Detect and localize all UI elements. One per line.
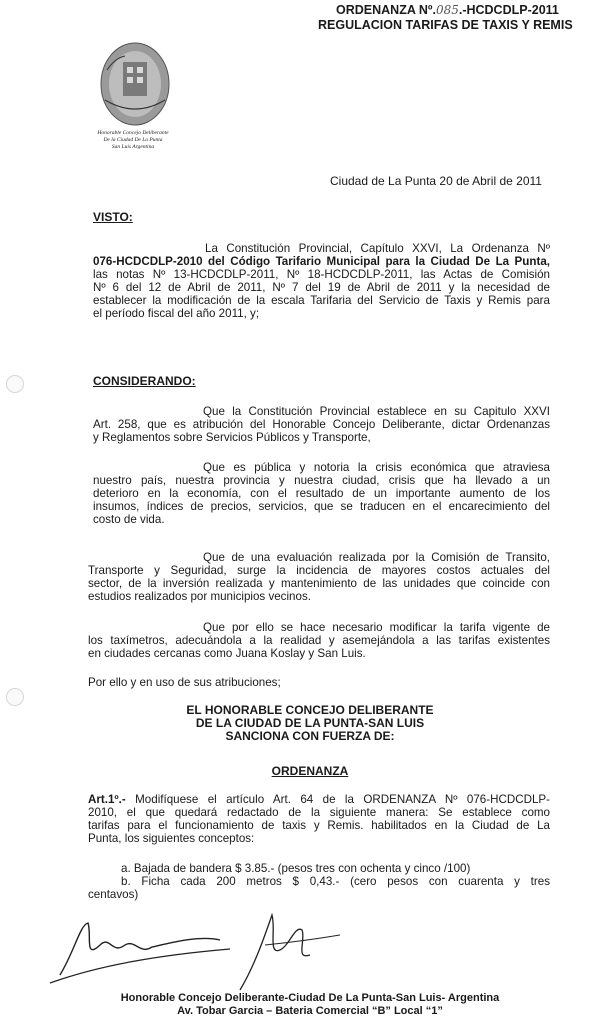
- seal-emblem-icon: [95, 40, 175, 130]
- punch-hole: [6, 688, 24, 706]
- item-a: a. Bajada de bandera $ 3.85.- (pesos tres con ochenta y cinco /100): [121, 862, 471, 875]
- article-label: Art.1º.-: [88, 793, 126, 806]
- text-line: Nº 6 del 12 de Abril de 2011, Nº 7 del 19 de Abril de 2011 y la necesidad de: [93, 281, 550, 294]
- visto-body: [93, 242, 550, 320]
- text-line: costo de vida.: [93, 513, 165, 526]
- text-line: insumos, índices de precios, servicios, que se traducen en el encarecimiento del: [93, 500, 550, 513]
- ordinance-suffix: .-HCDCDLP-2011: [458, 3, 559, 17]
- ordenanza-heading: ORDENANZA: [271, 764, 349, 778]
- considerando-paragraph-2: [93, 461, 550, 526]
- footer-line-1: Honorable Concejo Deliberante-Ciudad De La Punta-San Luis- Argentina: [120, 992, 500, 1004]
- text-line: los taxímetros, adecuándola a la realidad y asemejándola a las tarifas existentes: [88, 634, 550, 647]
- seal-caption-line: San Luis Argentina: [111, 144, 155, 150]
- text-line: Que de una evaluación realizada por la Comisión de Transito,: [203, 551, 550, 564]
- text-line: las notas Nº 13-HCDCDLP-2011, Nº 18-HCDCDLP-2011, las Actas de Comisión: [93, 268, 550, 281]
- seal-caption: [78, 130, 188, 151]
- text-line: y Reglamentos sobre Servicios Públicos y Transporte,: [93, 431, 371, 444]
- text-line: Punta, los siguientes conceptos:: [88, 832, 255, 845]
- text-line: 076-HCDCDLP-2010 del Código Tarifario Municipal para la Ciudad De La Punta,: [93, 255, 550, 268]
- considerando-heading: CONSIDERANDO:: [93, 374, 196, 388]
- article-1: [88, 793, 550, 845]
- signatures: [40, 905, 380, 995]
- sanciona-line: DE LA CIUDAD DE LA PUNTA-SAN LUIS: [195, 716, 425, 730]
- ordinance-number: [336, 3, 559, 18]
- footer-line-2: Av. Tobar Garcia – Bateria Comercial “B” Local “1”: [177, 1005, 443, 1017]
- text-line: en ciudades cercanas como Juana Koslay y San Luis.: [88, 647, 366, 660]
- item-b: b. Ficha cada 200 metros $ 0,43.- (cero pesos con cuarenta y tres: [121, 875, 550, 888]
- considerando-paragraph-3: [88, 551, 550, 603]
- visto-heading: VISTO:: [93, 210, 133, 224]
- text-line: Que es pública y notoria la crisis económica que atraviesa: [203, 461, 550, 474]
- seal-caption-line: Honorable Concejo Deliberante: [97, 130, 169, 136]
- text-line: estudios realizados por municipios vecinos.: [88, 590, 311, 603]
- ordinance-subject: REGULACION TARIFAS DE TAXIS Y REMIS: [318, 18, 573, 32]
- considerando-closing: Por ello y en uso de sus atribuciones;: [88, 676, 281, 689]
- ordinance-prefix: ORDENANZA Nº.: [336, 3, 436, 17]
- seal-caption-line: De la Ciudad De La Punta: [103, 137, 163, 143]
- sanciona-line: SANCIONA CON FUERZA DE:: [225, 729, 395, 743]
- text-line: Art. 258, que es atribución del Honorable Concejo Deliberante, dictar Ordenanzas: [93, 418, 550, 431]
- text-line: Transporte y Seguridad, surge la incidencia de mayores costos actuales del: [88, 564, 550, 577]
- signature-left: [60, 923, 220, 975]
- text-line: establecer la modificación de la escala Tarifaria del Servicio de Taxis y Remis para: [93, 294, 550, 307]
- council-seal: [95, 40, 175, 130]
- text-line: sector, de la inversión realizada y mantenimiento de las unidades que coincide con: [88, 577, 550, 590]
- footer: [60, 992, 560, 1018]
- article-text: Modifíquese el artículo Art. 64 de la ORDENANZA Nº 076-HCDCDLP-: [135, 793, 550, 806]
- sanciona-block: [160, 704, 460, 743]
- text-line: deterioro en la economía, con el resultado de un importante aumento de los: [93, 487, 550, 500]
- item-b-continuation: centavos): [88, 888, 139, 901]
- text-line: el período fiscal del año 2011, y;: [93, 307, 260, 320]
- text-line: tarifas para el funcionamiento de taxis y Remis. habilitados en la Ciudad de La: [88, 819, 550, 832]
- date-line: Ciudad de La Punta 20 de Abril de 2011: [330, 174, 542, 188]
- punch-hole: [6, 375, 24, 393]
- text-line: Que por ello se hace necesario modificar la tarifa vigente de: [203, 621, 550, 634]
- text-line: Que la Constitución Provincial establece en su Capitulo XXVI: [203, 405, 550, 418]
- text-line: 2010, el que quedará redactado de la siguiente manera: Se establece como: [88, 806, 550, 819]
- considerando-paragraph-4: [88, 621, 550, 660]
- signature-left-underline: [50, 949, 230, 983]
- ordinance-handwritten-number: 085: [435, 3, 459, 17]
- signature-right: [240, 915, 310, 990]
- considerando-paragraph-1: [93, 405, 550, 444]
- article-1-items: [88, 862, 550, 901]
- text-line: [88, 793, 550, 806]
- text-line: La Constitución Provincial, Capítulo XXVI, La Ordenanza Nº: [205, 242, 550, 255]
- sanciona-line: EL HONORABLE CONCEJO DELIBERANTE: [186, 703, 434, 717]
- text-line: nuestro país, nuestra provincia y nuestra ciudad, crisis que ha llevado a un: [93, 474, 550, 487]
